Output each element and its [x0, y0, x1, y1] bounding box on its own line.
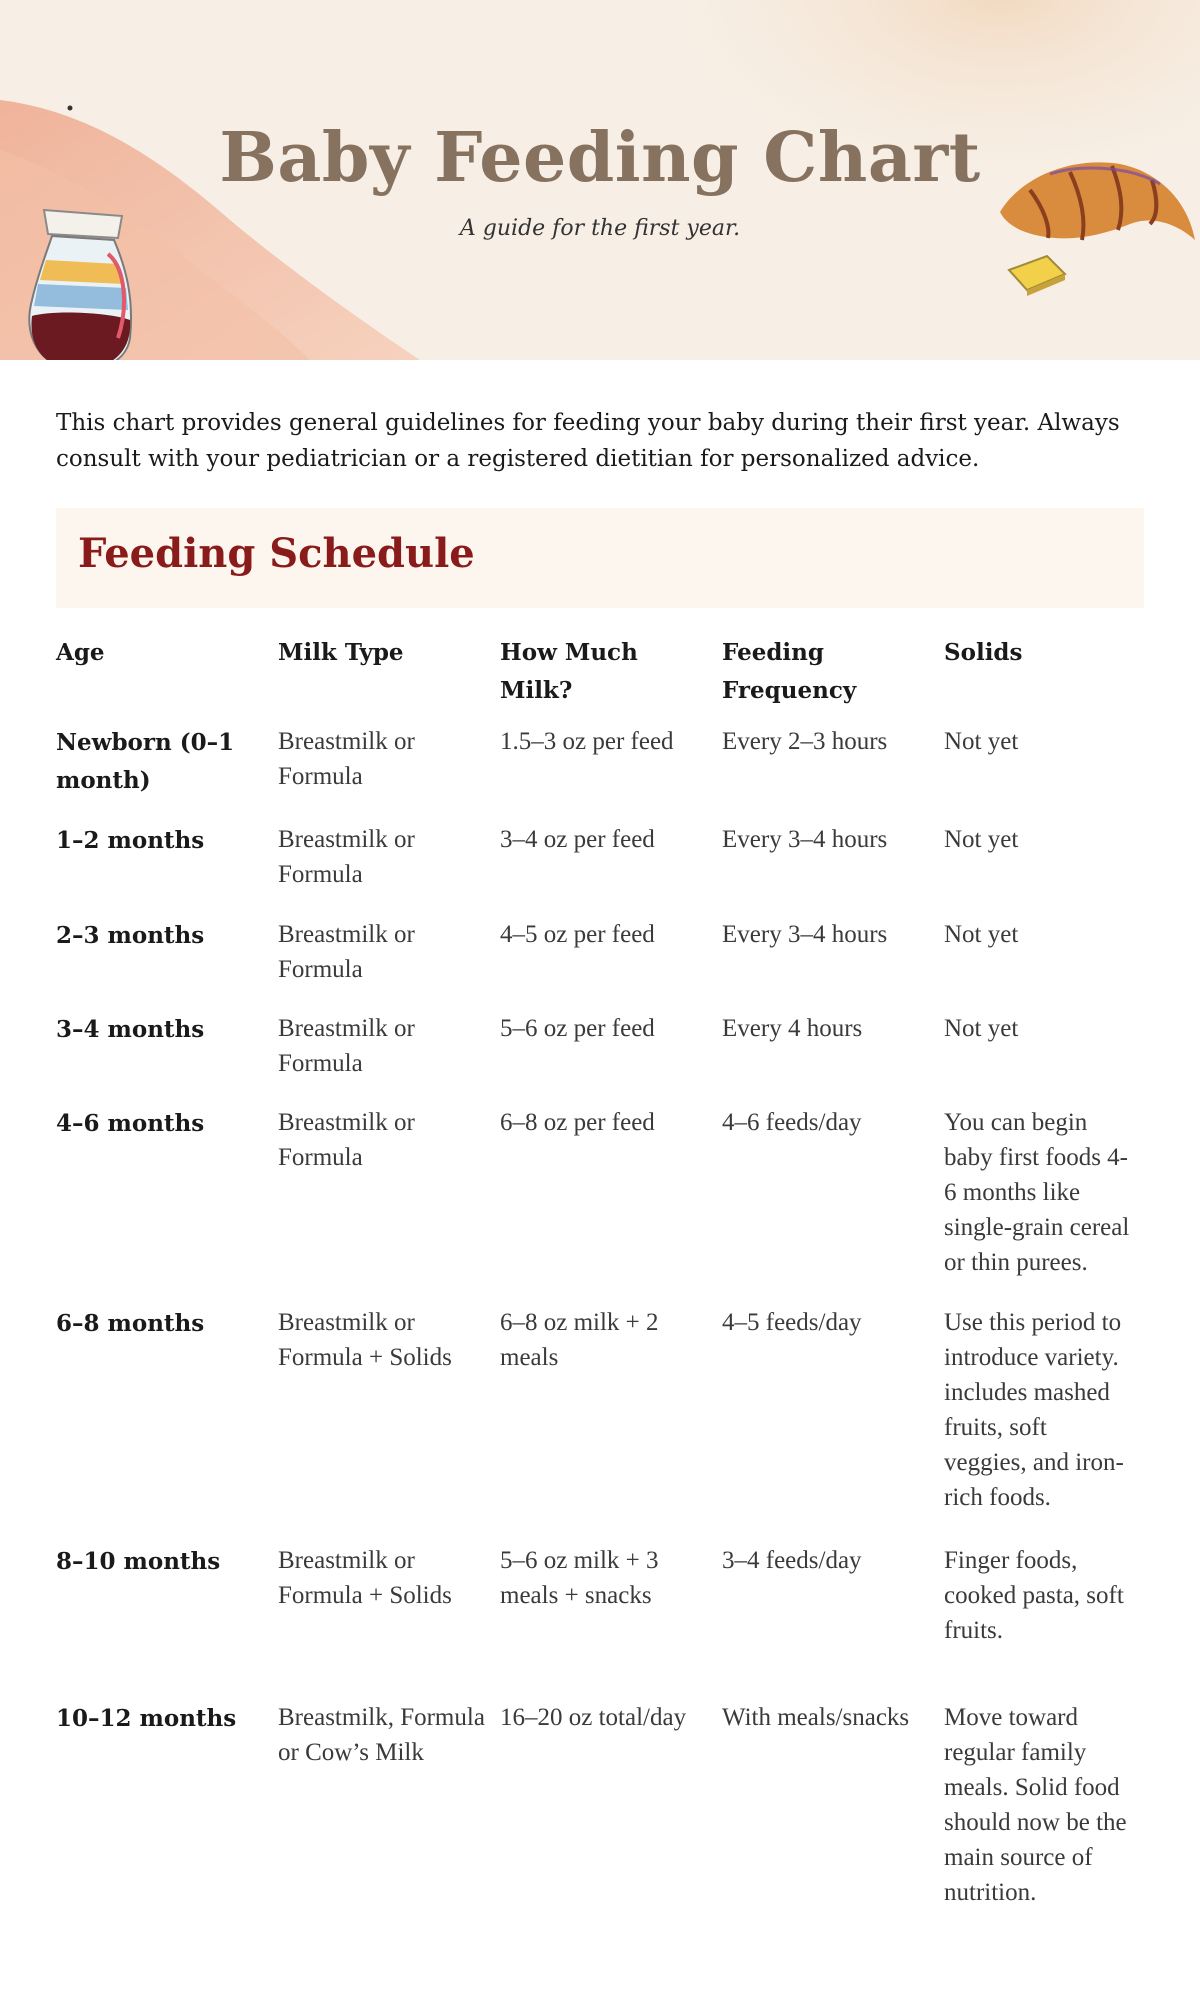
cell-milk-type: Breastmilk or Formula + Solids	[278, 1547, 452, 1609]
table-row	[56, 724, 1156, 822]
cell-frequency: Every 3–4 hours	[722, 826, 888, 853]
cell-milk-amount: 6–8 oz per feed	[500, 1109, 655, 1136]
intro-line: This chart provides general guidelines for feeding your baby during their first year. Always	[56, 410, 1120, 436]
cell-age: 1–2 months	[56, 827, 205, 854]
cell-frequency: 4–6 feeds/day	[722, 1109, 862, 1136]
cell-solids: Not yet	[944, 1015, 1019, 1042]
cell-milk-amount: 5–6 oz milk + 3 meals + snacks	[500, 1547, 659, 1609]
cell-age: 10–12 months	[56, 1705, 237, 1732]
column-header-solids: Solids	[944, 639, 1023, 666]
header-banner	[0, 0, 1200, 360]
feeding-schedule-header	[56, 508, 1144, 608]
cell-milk-amount: 3–4 oz per feed	[500, 826, 655, 853]
cell-milk-amount: 4–5 oz per feed	[500, 921, 655, 948]
table-header-row	[56, 628, 1156, 724]
cell-solids: Finger foods, cooked pasta, soft fruits.	[944, 1547, 1124, 1644]
cell-milk-amount: 1.5–3 oz per feed	[500, 728, 674, 755]
table-row	[56, 917, 1156, 1011]
cell-age: 8–10 months	[56, 1548, 221, 1575]
column-header-frequency: Feeding Frequency	[722, 639, 857, 704]
cell-solids: You can begin baby first foods 4-6 months like single-grain cereal or thin purees.	[944, 1109, 1130, 1276]
butter-pat-icon	[1005, 250, 1069, 298]
cell-frequency: Every 2–3 hours	[722, 728, 888, 755]
cell-milk-type: Breastmilk or Formula	[278, 826, 415, 888]
intro-paragraph	[56, 405, 1200, 477]
column-header-age: Age	[56, 639, 105, 666]
table-row	[56, 1105, 1156, 1305]
cell-solids: Move toward regular family meals. Solid food should now be the main source of nutrition.	[944, 1704, 1127, 1906]
table-row	[56, 1543, 1156, 1700]
page-subtitle: A guide for the first year.	[459, 216, 741, 241]
table-row	[56, 1700, 1156, 1906]
feeding-schedule-table	[56, 628, 1156, 1906]
cell-milk-amount: 5–6 oz per feed	[500, 1015, 655, 1042]
cell-age: 2–3 months	[56, 922, 205, 949]
cell-milk-type: Breastmilk or Formula	[278, 921, 415, 983]
cell-solids: Use this period to introduce variety. includes mashed fruits, soft veggies, and iron-rich foods.	[944, 1309, 1124, 1511]
column-header-milk-amount: How Much Milk?	[500, 639, 638, 704]
cell-milk-amount: 16–20 oz total/day	[500, 1704, 687, 1731]
cell-age: 6–8 months	[56, 1310, 205, 1337]
table-row	[56, 822, 1156, 917]
cell-frequency: With meals/snacks	[722, 1704, 910, 1731]
cell-milk-type: Breastmilk, Formula or Cow’s Milk	[278, 1704, 485, 1766]
column-header-milk-type: Milk Type	[278, 639, 404, 666]
intro-line: consult with your pediatrician or a registered dietitian for personalized advice.	[56, 446, 980, 472]
cell-frequency: Every 4 hours	[722, 1015, 863, 1042]
cell-solids: Not yet	[944, 921, 1019, 948]
cell-milk-type: Breastmilk or Formula	[278, 1015, 415, 1077]
cell-solids: Not yet	[944, 728, 1019, 755]
cell-milk-type: Breastmilk or Formula	[278, 728, 415, 790]
table-row	[56, 1011, 1156, 1105]
cell-milk-amount: 6–8 oz milk + 2 meals	[500, 1309, 659, 1371]
cell-solids: Not yet	[944, 826, 1019, 853]
cell-frequency: Every 3–4 hours	[722, 921, 888, 948]
cell-age: Newborn (0–1 month)	[56, 729, 235, 794]
cell-age: 3–4 months	[56, 1016, 205, 1043]
page-title: Baby Feeding Chart	[219, 118, 981, 198]
cell-frequency: 4–5 feeds/day	[722, 1309, 862, 1336]
cell-frequency: 3–4 feeds/day	[722, 1547, 862, 1574]
section-title: Feeding Schedule	[78, 530, 475, 577]
table-row	[56, 1305, 1156, 1543]
cell-milk-type: Breastmilk or Formula + Solids	[278, 1309, 452, 1371]
cell-age: 4–6 months	[56, 1110, 205, 1137]
cell-milk-type: Breastmilk or Formula	[278, 1109, 415, 1171]
